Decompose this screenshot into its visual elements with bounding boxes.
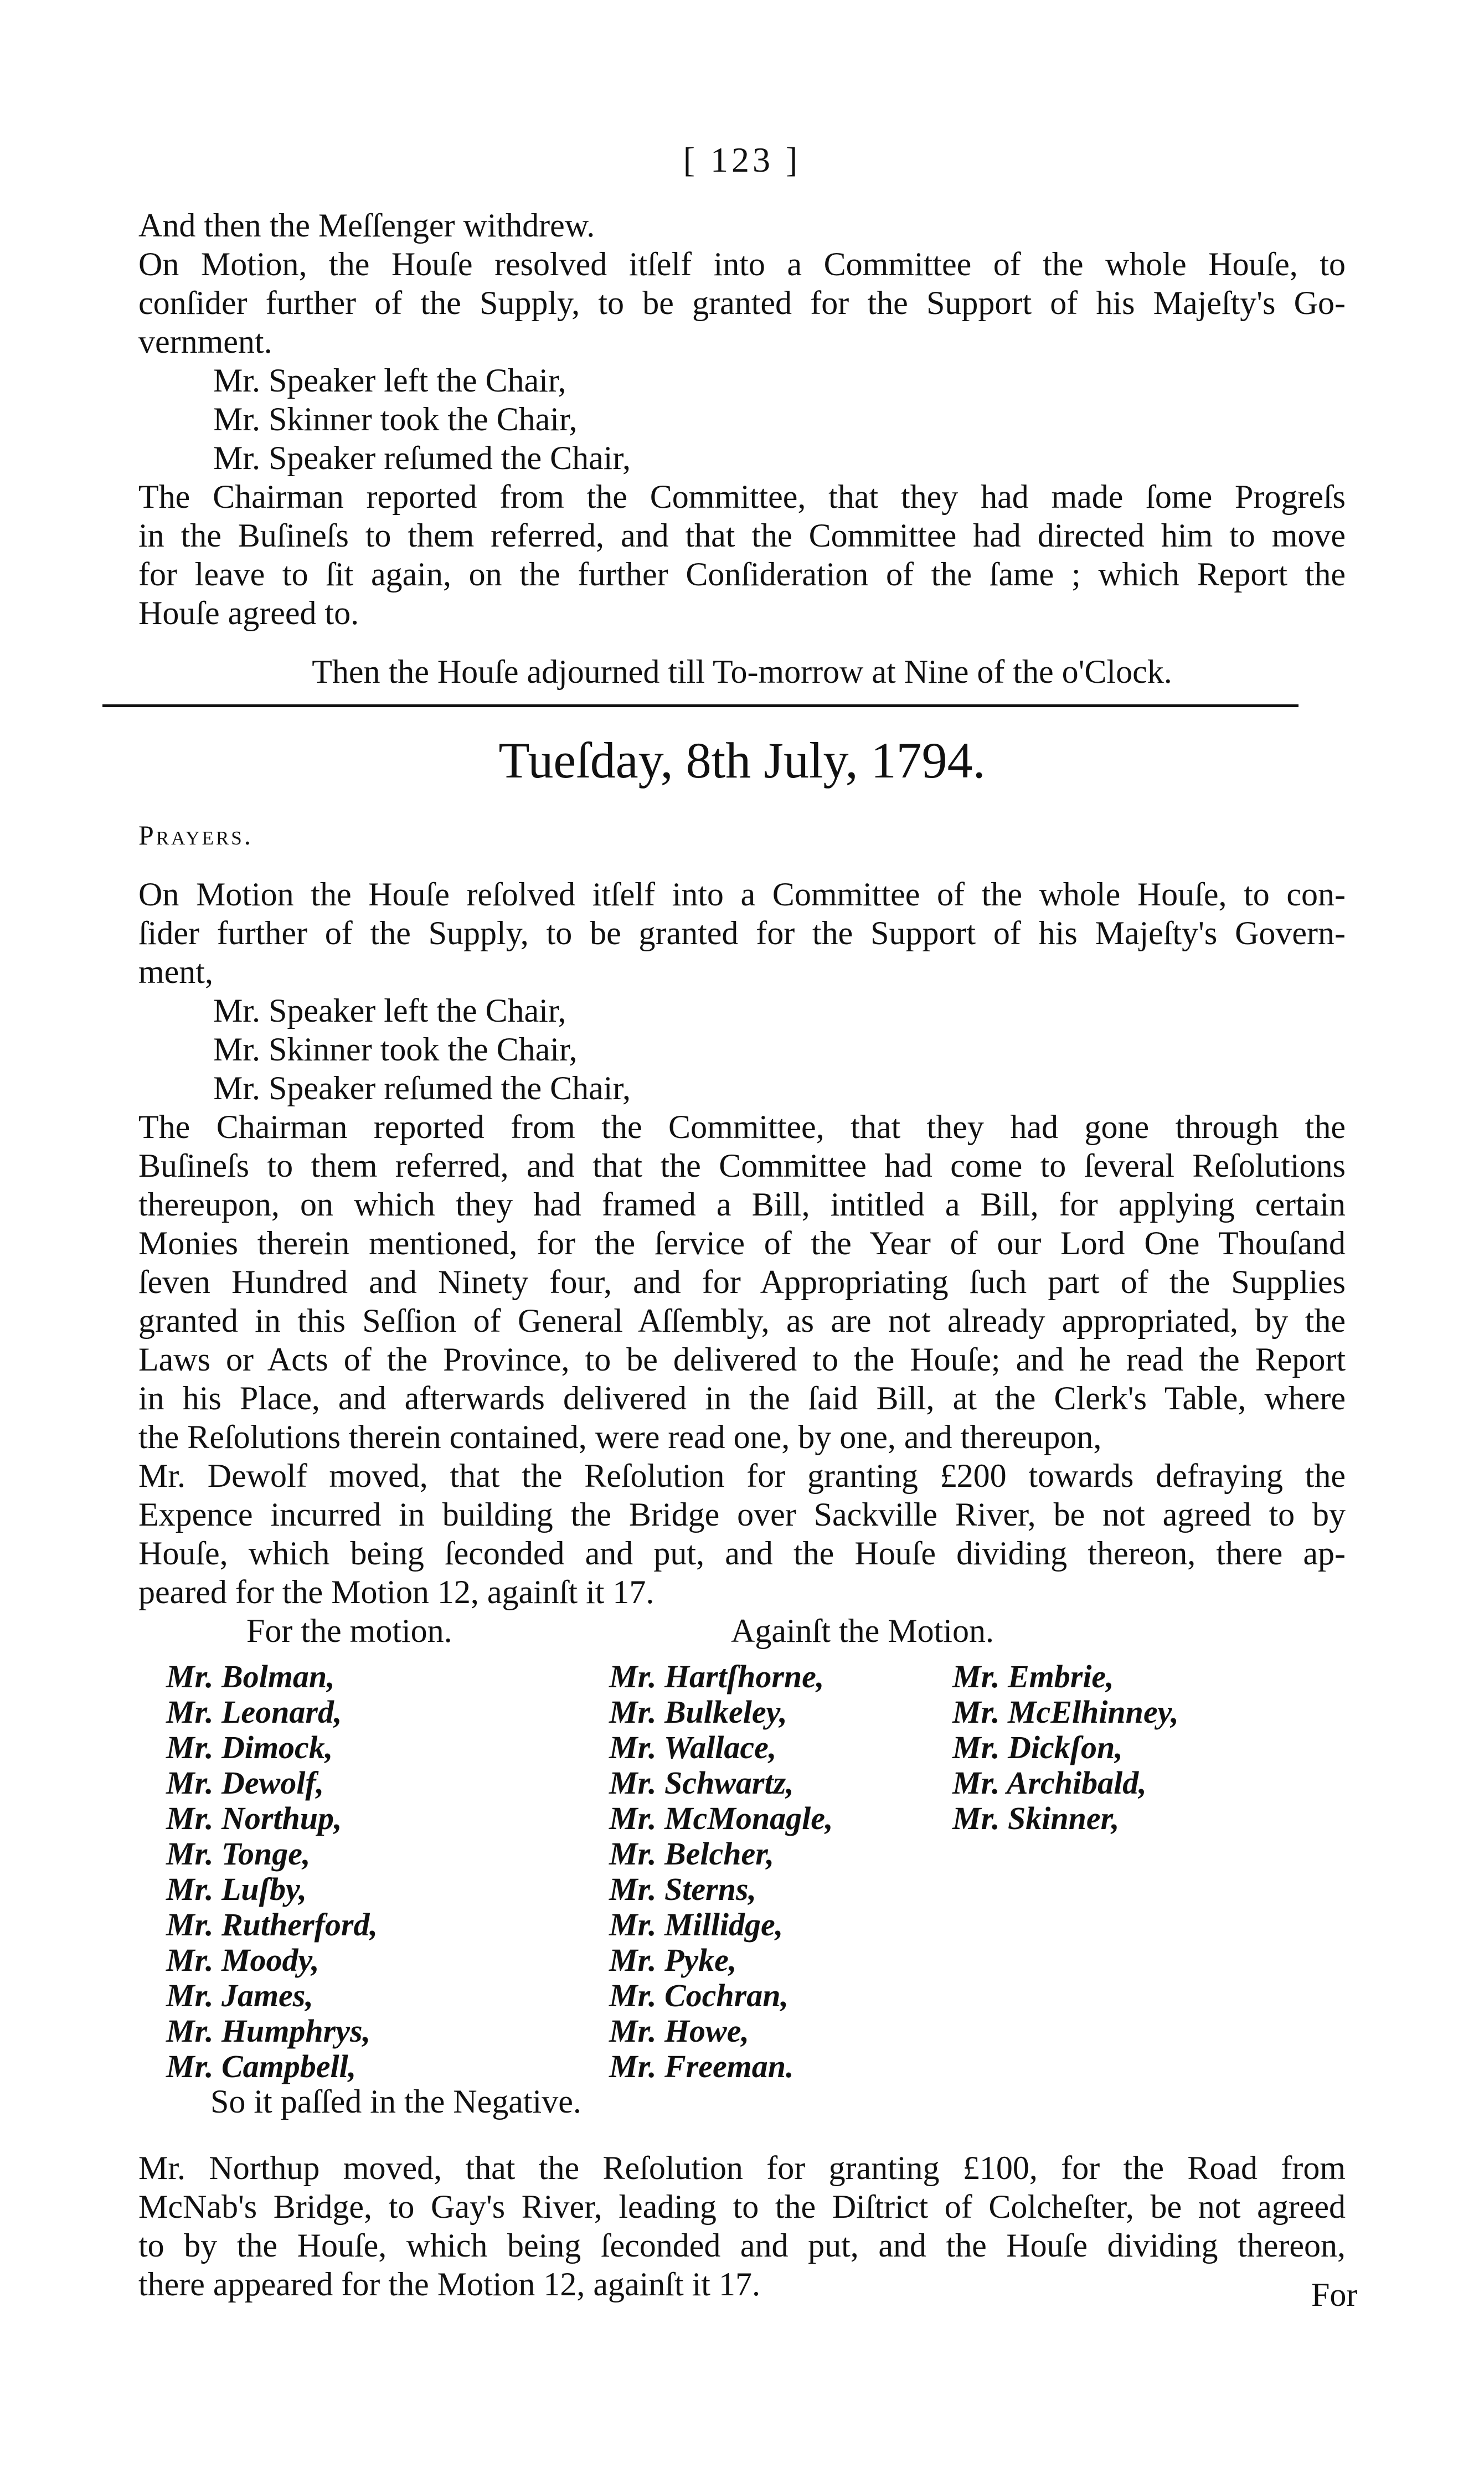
section-2 [138,875,1346,1611]
catchword: For [1311,2276,1358,2313]
text-line: granted in this Seſſion of General Aſſembly, as are not already appropriated, by the [138,1302,1346,1339]
text-line: On Motion the Houſe reſolved itſelf into a Committee of the whole Houſe, to con- [138,876,1346,913]
member-name: Mr. Bulkeley, [609,1694,787,1730]
member-name: Mr. Leonard, [166,1694,342,1730]
text-line: the Reſolutions therein contained, were read one, by one, and thereupon, [138,1419,1102,1455]
prayers-label: Prayers. [138,820,254,851]
against-list-1 [609,1659,833,2084]
text-line: Buſineſs to them referred, and that the Committee had come to ſeveral Reſolutions [138,1147,1346,1184]
member-name: Mr. Embrie, [952,1658,1114,1694]
prayers-label-wrap [138,814,1346,854]
text-line: The Chairman reported from the Committee, that they had gone through the [138,1109,1346,1145]
member-name: Mr. Wallace, [609,1729,777,1765]
member-name: Mr. Dewolf, [166,1765,324,1801]
member-name: Mr. Sterns, [609,1871,756,1907]
member-name: Mr. Skinner, [952,1800,1120,1836]
member-name: Mr. Dimock, [166,1729,333,1765]
text-line: Mr. Speaker left the Chair, [213,362,566,399]
text-line: vernment. [138,323,272,360]
text-line: there appeared for the Motion 12, againſt it 17. [138,2266,760,2302]
member-name: Mr. McMonagle, [609,1800,833,1836]
member-name: Mr. Freeman. [609,2048,794,2084]
text-line: Monies therein mentioned, for the ſervice of the Year of our Lord One Thouſand [138,1225,1346,1261]
member-name: Mr. Moody, [166,1942,320,1978]
text-line: Mr. Skinner took the Chair, [213,1031,578,1068]
text-line: Mr. Skinner took the Chair, [213,401,578,437]
member-name: Mr. Pyke, [609,1942,737,1978]
text-line: ſeven Hundred and Ninety four, and for Appropriating ſuch part of the Supplies [138,1264,1346,1300]
member-name: Mr. Howe, [609,2013,749,2049]
member-name: Mr. Humphrys, [166,2013,371,2049]
text-line: Mr. Dewolf moved, that the Reſolution for granting £200 towards defraying the [138,1457,1346,1494]
member-name: Mr. Millidge, [609,1907,784,1943]
text-line: Mr. Speaker reſumed the Chair, [213,1070,631,1106]
text-line: The Chairman reported from the Committee, that they had made ſome Progreſs [138,478,1346,515]
text-line: McNab's Bridge, to Gay's River, leading to the Diſtrict of Colcheſter, be not agreed [138,2188,1346,2225]
against-heading: Againſt the Motion. [731,1613,994,1649]
member-name: Mr. Belcher, [609,1836,775,1872]
text-line: And then the Meſſenger withdrew. [138,207,595,244]
member-name: Mr. Dickſon, [952,1729,1123,1765]
division-result: So it paſſed in the Negative. [210,2083,581,2120]
for-list [166,1659,378,2084]
member-name: Mr. Tonge, [166,1836,311,1872]
member-name: Mr. Rutherford, [166,1907,378,1943]
against-list-2 [952,1659,1179,1836]
member-name: Mr. McElhinney, [952,1694,1179,1730]
section-3 [138,2149,1346,2304]
member-name: Mr. Bolman, [166,1658,335,1694]
member-name: Mr. Cochran, [609,1977,789,2013]
text-line: Houſe agreed to. [138,595,359,631]
text-line: thereupon, on which they had framed a Bill, intitled a Bill, for applying certain [138,1186,1346,1223]
member-name: Mr. Luſby, [166,1871,307,1907]
member-name: Mr. Northup, [166,1800,342,1836]
text-line: Mr. Speaker reſumed the Chair, [213,440,631,476]
text-line: for leave to ſit again, on the further Conſideration of the ſame ; which Report the [138,556,1346,593]
member-name: Mr. Schwartz, [609,1765,794,1801]
text-line: in the Buſineſs to them referred, and that the Committee had directed him to move [138,517,1346,554]
text-line: Expence incurred in building the Bridge over Sackville River, be not agreed to by [138,1496,1346,1533]
text-line: ſider further of the Supply, to be granted for the Support of his Majeſty's Govern- [138,915,1346,951]
member-name: Mr. Archibald, [952,1765,1147,1801]
for-heading: For the motion. [246,1613,452,1649]
member-name: Mr. Campbell, [166,2048,357,2084]
page-number: [ 123 ] [683,140,801,179]
text-line: peared for the Motion 12, againſt it 17. [138,1574,655,1610]
text-line: ment, [138,954,213,990]
text-line: Laws or Acts of the Province, to be delivered to the Houſe; and he read the Report [138,1341,1346,1378]
text-line: Mr. Speaker left the Chair, [213,992,566,1029]
text-line: conſider further of the Supply, to be granted for the Support of his Majeſty's Go- [138,285,1346,321]
text-line: to by the Houſe, which being ſeconded and put, and the Houſe dividing thereon, [138,2227,1346,2264]
member-name: Mr. James, [166,1977,313,2013]
text-line: On Motion, the Houſe resolved itſelf into a Committee of the whole Houſe, to [138,246,1346,282]
member-name: Mr. Hartſhorne, [609,1658,825,1694]
date-heading: Tueſday, 8th July, 1794. [498,732,986,789]
section-divider [102,704,1298,707]
section-1 [138,206,1346,691]
text-line: in his Place, and afterwards delivered in the ſaid Bill, at the Clerk's Table, where [138,1380,1346,1416]
text-line: Houſe, which being ſeconded and put, and the Houſe dividing thereon, there ap- [138,1535,1346,1572]
adjournment-line: Then the Houſe adjourned till To-morrow at Nine of the o'Clock. [312,653,1172,690]
text-line: Mr. Northup moved, that the Reſolution for granting £100, for the Road from [138,2150,1346,2186]
